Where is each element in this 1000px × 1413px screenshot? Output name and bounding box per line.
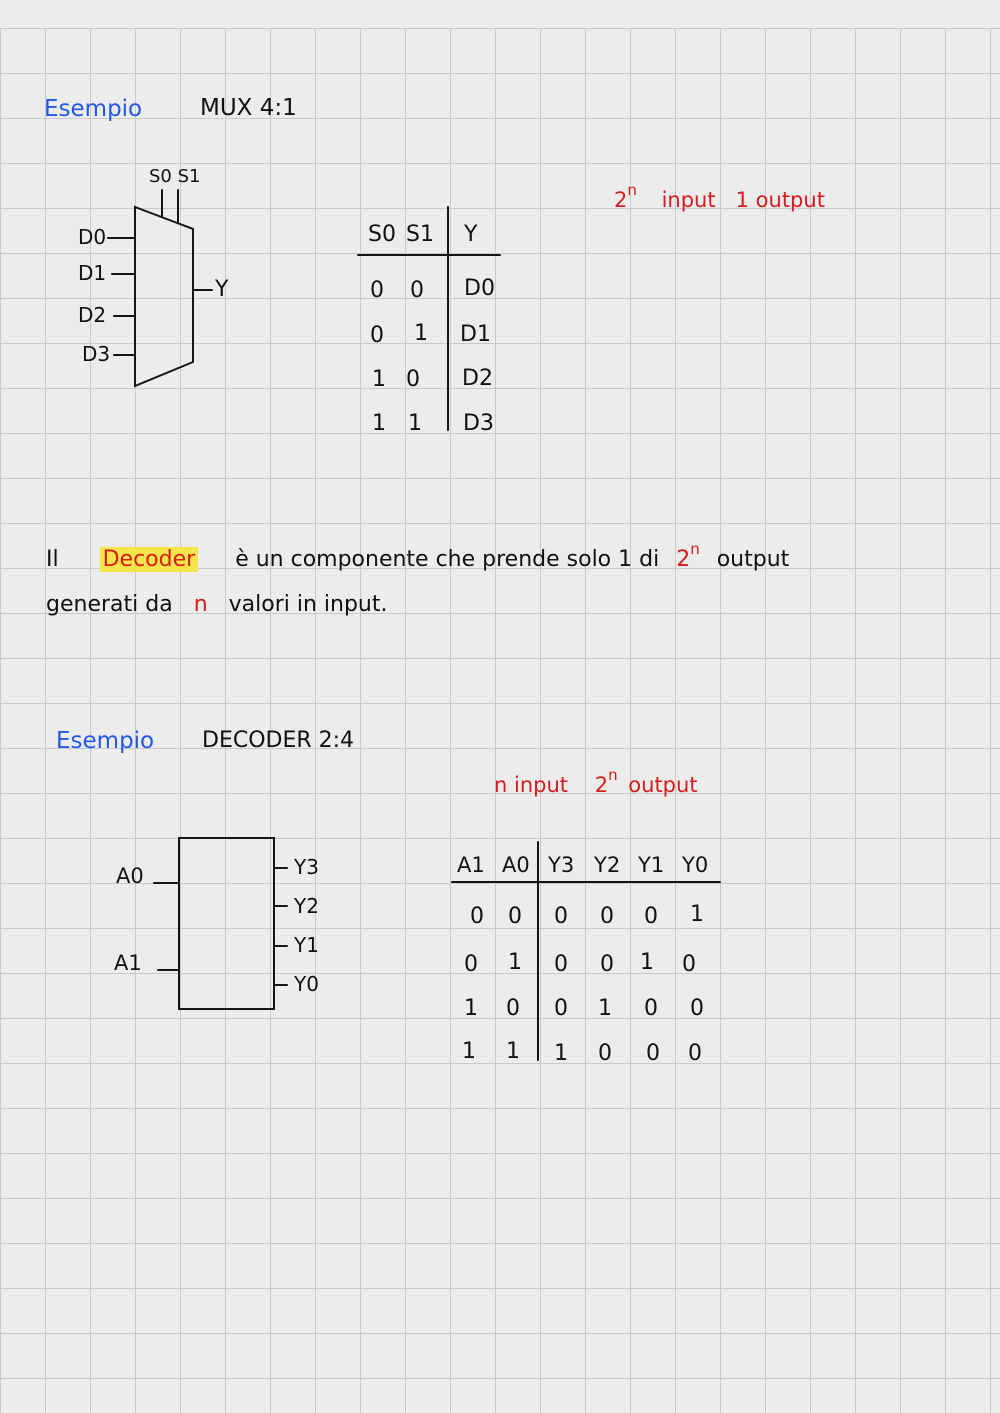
definition-line2-a: generati da [46, 592, 173, 617]
decoder-table-cell: 0 [554, 904, 568, 929]
decoder-table-cell: 0 [600, 952, 614, 977]
decoder-table-cell: 0 [470, 904, 484, 929]
mux-table-cell: 1 [408, 411, 422, 436]
decoder-table-cell: 1 [508, 950, 522, 975]
definition-line2-b: valori in input. [228, 592, 388, 617]
decoder-io-base: 2 [594, 773, 609, 797]
decoder-table-cell: 0 [598, 1041, 612, 1066]
mux-table-cell: 0 [410, 278, 424, 303]
decoder-table-cell: 0 [644, 996, 658, 1021]
mux-table-cell: D0 [464, 276, 495, 301]
definition-suffix: output [716, 547, 790, 572]
mux-input-d1: D1 [78, 261, 107, 285]
decoder-io-exp: n [608, 766, 618, 784]
decoder-output-y3: Y3 [294, 855, 319, 879]
decoder-table-cell: 0 [554, 996, 568, 1021]
decoder-input-a1: A1 [114, 951, 142, 975]
decoder-table-cell: 0 [644, 904, 658, 929]
decoder-table-header: A0 [502, 853, 530, 877]
decoder-title: DECODER 2:4 [202, 728, 355, 753]
mux-table-header-y: Y [464, 222, 478, 247]
mux-table-cell: D1 [460, 322, 491, 347]
decoder-table-header: A1 [457, 853, 485, 877]
decoder-table-cell: 0 [682, 952, 696, 977]
mux-io-base: 2 [614, 188, 628, 212]
mux-table-cell: 0 [370, 323, 384, 348]
mux-table-header-s0: S0 [368, 222, 396, 247]
decoder-output-y0: Y0 [294, 972, 319, 996]
decoder-io-rest: output [628, 773, 698, 797]
mux-example-label: Esempio [44, 96, 143, 122]
decoder-table-cell: 0 [554, 952, 568, 977]
decoder-table-cell: 1 [598, 996, 612, 1021]
mux-select-label: S0 S1 [149, 166, 201, 187]
decoder-table-cell: 0 [508, 904, 522, 929]
definition-term-highlight: Decoder [100, 547, 199, 572]
decoder-table-header: Y1 [638, 853, 665, 877]
mux-table-cell: 1 [414, 321, 428, 346]
decoder-table-cell: 1 [640, 950, 654, 975]
mux-table-cell: 0 [370, 278, 384, 303]
decoder-table-cell: 0 [690, 996, 704, 1021]
definition-exp: n [690, 540, 700, 558]
decoder-table-cell: 0 [506, 996, 520, 1021]
mux-input-d0: D0 [78, 225, 107, 249]
decoder-table-cell: 0 [600, 904, 614, 929]
mux-table-cell: D3 [463, 411, 494, 436]
decoder-example-label: Esempio [56, 728, 155, 754]
definition-base: 2 [676, 547, 691, 572]
decoder-table-cell: 1 [506, 1039, 520, 1064]
decoder-table-cell: 1 [690, 902, 704, 927]
mux-table-cell: D2 [462, 366, 493, 391]
mux-table-header-s1: S1 [406, 222, 434, 247]
definition-prefix: Il [46, 547, 59, 572]
mux-input-d2: D2 [78, 303, 107, 327]
mux-io-exp: n [627, 181, 637, 199]
mux-table-cell: 1 [372, 367, 386, 392]
mux-table-cell: 1 [372, 411, 386, 436]
decoder-table-cell: 0 [688, 1041, 702, 1066]
definition-middle: è un componente che prende solo 1 di [235, 547, 660, 572]
mux-table-cell: 0 [406, 367, 420, 392]
decoder-output-y2: Y2 [294, 894, 319, 918]
decoder-table-cell: 1 [464, 996, 478, 1021]
decoder-table-header: Y3 [548, 853, 575, 877]
decoder-table-cell: 0 [646, 1041, 660, 1066]
decoder-table-header: Y2 [594, 853, 621, 877]
decoder-io-part1: n input [494, 773, 569, 797]
decoder-input-a0: A0 [116, 864, 144, 888]
decoder-output-y1: Y1 [294, 933, 319, 957]
definition-line2-n: n [193, 592, 208, 617]
decoder-table-cell: 1 [462, 1039, 476, 1064]
decoder-body [179, 838, 274, 1009]
mux-io-rest: input 1 output [661, 188, 825, 212]
decoder-table-cell: 1 [554, 1041, 568, 1066]
decoder-table-cell: 0 [464, 952, 478, 977]
mux-input-d3: D3 [82, 342, 111, 366]
decoder-table-header: Y0 [682, 853, 709, 877]
mux-output-y: Y [215, 277, 229, 302]
mux-title: MUX 4:1 [200, 95, 297, 121]
